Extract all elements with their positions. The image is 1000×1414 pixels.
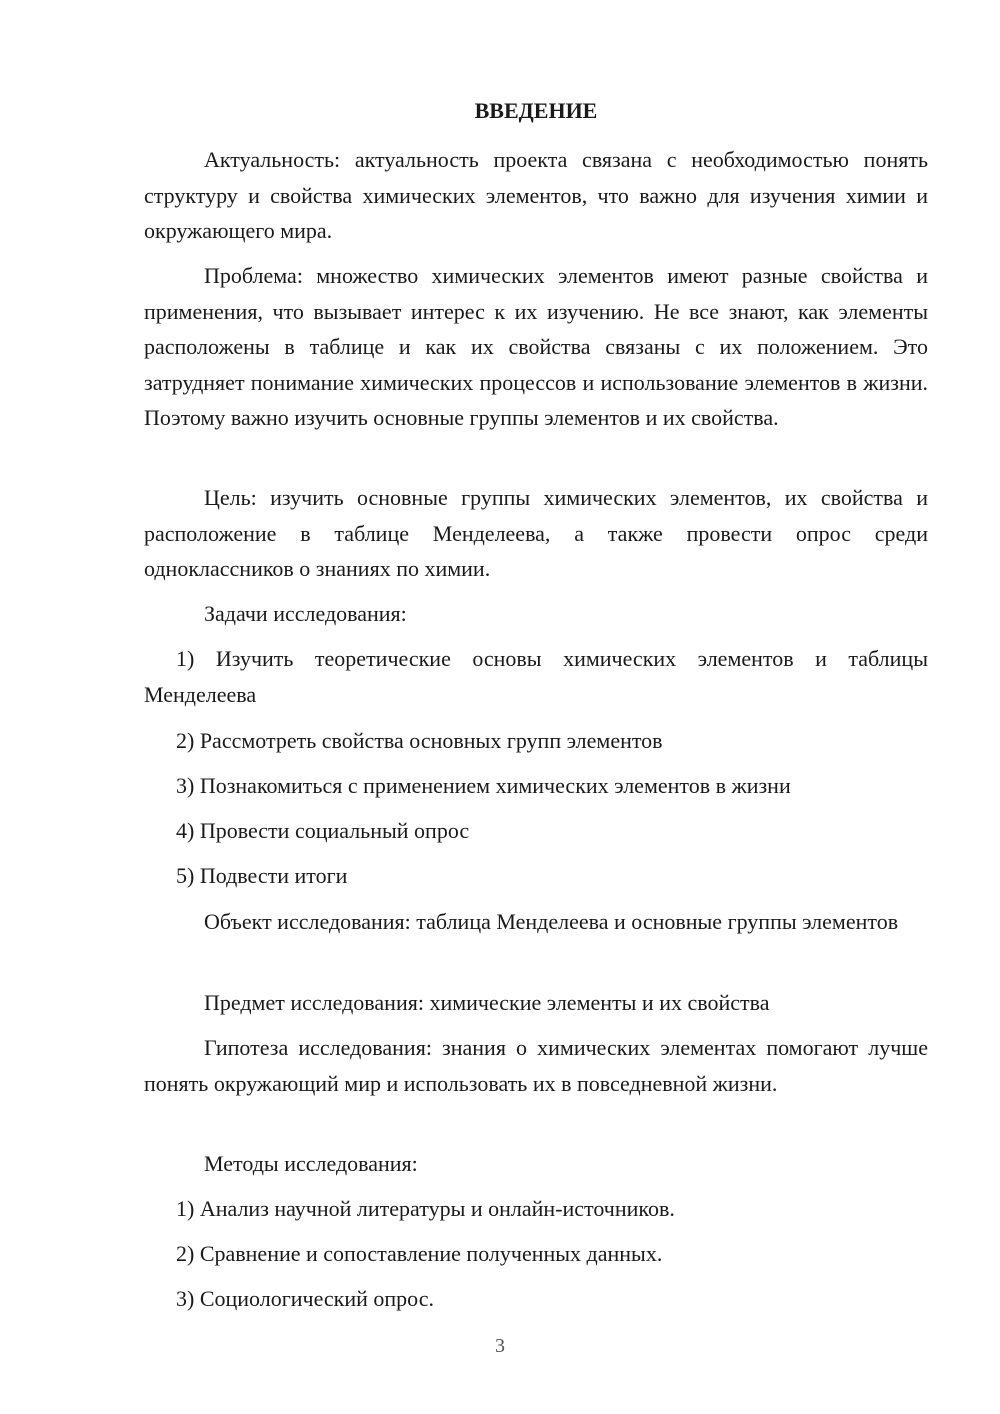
paragraph-object: Объект исследования: таблица Менделеева и основные группы элементов: [204, 909, 899, 934]
page-title: ВВЕДЕНИЕ: [474, 98, 598, 123]
task-item-2: 2) Рассмотреть свойства основных групп элементов: [176, 728, 663, 753]
methods-heading: Методы исследования:: [204, 1151, 418, 1176]
task-item-3: 3) Познакомиться с применением химических элементов в жизни: [176, 773, 791, 798]
paragraph-goal: Цель: изучить основные группы химических элементов, их свойства и расположение в таблице Менделеева, а также провести опрос среди одноклассников о знаниях по химии.: [144, 485, 928, 581]
task-item-1: 1) Изучить теоретические основы химических элементов и таблицы Менделеева: [144, 646, 928, 707]
page-number: 3: [495, 1335, 505, 1357]
method-item-2: 2) Сравнение и сопоставление полученных данных.: [176, 1241, 663, 1266]
method-item-1: 1) Анализ научной литературы и онлайн-источников.: [176, 1196, 675, 1221]
paragraph-relevance: Актуальность: актуальность проекта связана с необходимостью понять структуру и свойства химических элементов, что важно для изучения химии и окружающего мира.: [144, 147, 928, 243]
task-item-5: 5) Подвести итоги: [176, 863, 348, 888]
paragraph-subject: Предмет исследования: химические элементы и их свойства: [204, 990, 770, 1015]
paragraph-hypothesis: Гипотеза исследования: знания о химических элементах помогают лучше понять окружающий мир и использовать их в повседневной жизни.: [144, 1035, 928, 1096]
paragraph-problem: Проблема: множество химических элементов имеют разные свойства и применения, что вызывает интерес к их изучению. Не все знают, как элементы расположены в таблице и как их свойства связаны с их положением. Это затрудняет понимание химических процессов и использование элементов в жизни. Поэтому важно изучить основные группы элементов и их свойства.: [144, 263, 928, 430]
tasks-heading: Задачи исследования:: [204, 601, 407, 626]
task-item-4: 4) Провести социальный опрос: [176, 818, 470, 843]
method-item-3: 3) Социологический опрос.: [176, 1286, 434, 1311]
